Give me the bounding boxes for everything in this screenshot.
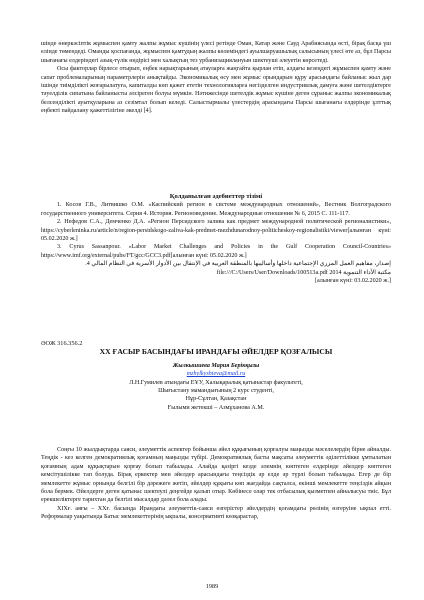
reference-item: 1. Косов Г.В., Литвишко О.М. «Каспийский регион в системе международных отношений», Вестник Волгоградского государственного университета. Серия 4. История. Регионоведение. Международные отношения № 6, 2015 С. 111-117. [41, 202, 391, 217]
page-number: 1989 [205, 583, 219, 590]
reference-date: [алынған күні: 03.02.2020 ж.] [314, 278, 391, 285]
affiliation-line: Л.Н.Гумилев атындағы ЕҰУ, Халықаралық қатынастар факультеті, [129, 379, 303, 386]
top-text-block [41, 40, 391, 116]
udc-code: ӘОЖ 316.356.2 [41, 340, 83, 347]
affiliation-line: Нұр-Сұлтан, Қазақстан [185, 396, 247, 403]
article-body [41, 446, 391, 522]
affiliation-line: Шығыстану мамандығының 2 курс студенті, [158, 388, 274, 395]
references-title: Қолданылған әдебиеттер тізімі [169, 193, 263, 200]
supervisor-line: Ғылыми жетекші – Азмұханова А.М. [167, 404, 265, 411]
paragraph: шінде өнеркәсіптік жұмыспен қамту жалпы жұмыс күшінің үлесі ретінде Оман, Катар және Сауд Арабиясында өсті, бірақ басқа үш елінде төмендеді. Оманды қоспағанда, жұмыспен қамтудың жалпы көлеміндегі ауылшаруашылық салысының үлесі өте аз, бұл Парсы шығанағы елдеріндегі азық-түлік өндірісі мен халықтың тез урбанизациялануын шектеуші әлеуетін көрсетеді. [41, 41, 391, 64]
paragraph: XIXғ. аяғы – XXғ. басында Ирандағы әлеуметтік-саяси өзгерістер әйелдердің қоғамдағы рөлінің өзгеруіне ықпал етті. Реформалар уақытында Батыс мемлекеттерінің ықпалы, консервативті көзқарастар, [41, 505, 391, 521]
reference-file-link[interactable]: file:///C:/Users/User/Downloads/100513a.pdf [216, 269, 328, 276]
email-line [41, 370, 391, 378]
reference-item: 2. Нефедов С.А., Демченко Д.А. «Регион Персидского залива как предмет международной политической регионалистики», https://cyberleninka.ru/article/n/region-persidskogo-zaliva-kak-predmet-mezhdunarodnoy-politicheskoy-regionalistiki/viewer[алынған күні: 05.02.2020 ж.] [41, 219, 391, 243]
reference-rtl-text: إصدار، مفاهيم العمل المزري الإجتماعية داخلها وأساليبها بالمنطقة العربية في الإنتقال بين الأدوار الأسرية في النظام المالي [91, 261, 391, 268]
author-email-link[interactable]: mzhylkyshieva@mail.ru [186, 371, 246, 378]
reference-item-rtl-line [41, 269, 391, 277]
author-name: Жылкышиева Мария Берікқызы [172, 362, 260, 369]
reference-item: 3. Cyrus Sassanpour. «Labor Market Challenges and Policies in the Gulf Cooperation Council-Countries» https://www.imf.org/external/pubs/FT/gcc/GCC3.pdf[алынған күні: 05.02.2020 ж.] [41, 244, 391, 259]
references-section [41, 193, 391, 285]
paragraph: Осы факторлар бірлесе отырып, еңбек нарықтарының атауларға жаңгайта қырлан етіп, алдағы кезеңдегі жұмыспен қамту және сапат проблемаларының параметрлерін анықтайды. Экономикалық өсу мен жұмыс орындарын құру арасындағы байланыс жыл дар ішінде тиімділікті жоғарылатуға, капиталды көп қажет ететін технологияларға негізделген индустриялық дамуға және шетелдіктерге тәуелділік сипатына байланысты әлсіреген болуы мүмкін. Нәтижесінде шетелдік жұмыс күшіне деген сұраныс жалпы экономикалық белсенділікті ауытқуларына аз сезімтал болып келеді. Салыстырмалы үлестердің арасындағы Парсы шығанағы елдерінде ұлттық еңбекті пайдалану қажеттілігіне әкелді [4]. [41, 66, 391, 115]
reference-item-rtl [41, 260, 391, 268]
reference-number: 4. [85, 261, 90, 268]
paragraph: Соңғы 10 жылдықтарда саяси, әлеуметтік аспектер бойынша әйел құқығының қорғалуы маңызды мәселелердің бірне айналды. Теңдік - кез келген демократиялық қоғамның маңызды түбірі. Демократиялық басты мақсаты әлеуметтік әділеттілікке ұмтылатын қоғамның адам құқықтарын қорғау болып табылады. Алайда қазіргі кезде әлемнің көптеген елдерінде әйелдер көптеген кемсітушілікке тап болуда. Бірақ еркектер мен әйелдер арасындағы теңсіздік әр елде әр түрлі болып табылады. Егер де бір мемлекетте жұмыс орнында белгілі бір дәрежеге жетіп, әйелдер құқығы көп жағдайда сақталса, екінші мемлекетте теңсіздік айқын бола бермек. Әйелдерге деген қатынас шектеулі деңгейде қалып отыр. Көбінесе олар тек отбасылық қызметпен айналысуы тиіс. Бұл ерекшеліктерге тарихтан да белгілі мысалдар дәлел бола алады. [41, 447, 391, 504]
article-title: XX ҒАСЫР БАСЫНДАҒЫ ИРАНДАҒЫ ӘЙЕЛДЕР ҚОЗҒАЛЫСЫ [99, 347, 333, 357]
article-header [41, 340, 391, 412]
reference-rtl-text-2: مكتبة الأداء التنموية 2014 [329, 269, 391, 276]
